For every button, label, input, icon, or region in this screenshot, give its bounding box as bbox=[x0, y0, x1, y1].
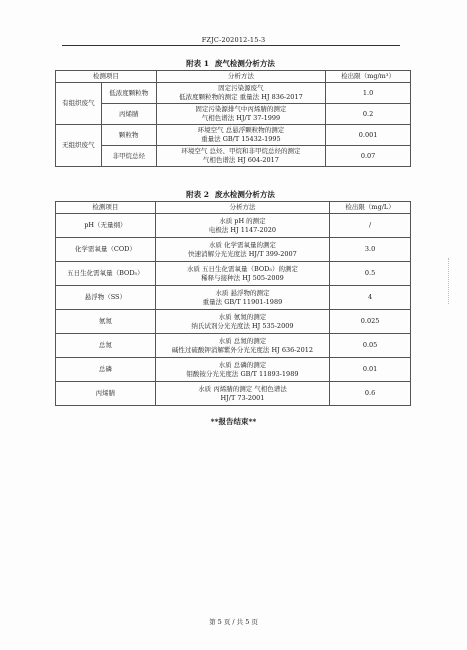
item-cell: 低浓度颗粒物 bbox=[101, 83, 156, 104]
method-cell: 环境空气 总悬浮颗粒物的测定 重量法 GB/T 15432-1995 bbox=[156, 125, 325, 146]
table-row bbox=[56, 83, 411, 104]
table-row bbox=[56, 238, 411, 262]
limit-cell: 0.07 bbox=[326, 146, 411, 167]
table-row bbox=[56, 146, 411, 167]
table2-caption bbox=[0, 189, 467, 200]
item-cell: 非甲烷总烃 bbox=[101, 146, 156, 167]
column-header-limit: 检出限（mg/m³） bbox=[326, 71, 411, 83]
limit-cell: 3.0 bbox=[330, 238, 411, 262]
limit-cell: 0.001 bbox=[326, 125, 411, 146]
method-cell: 水质 总磷的测定 钼酸铵分光光度法 GB/T 11893-1989 bbox=[155, 358, 329, 382]
method-cell: 水质 五日生化需氧量（BOD₅）的测定 稀释与接种法 HJ 505-2009 bbox=[155, 262, 329, 286]
margin-seal-mark bbox=[448, 258, 451, 304]
table2-title: 废水检测分析方法 bbox=[214, 190, 275, 199]
limit-cell: 0.5 bbox=[330, 262, 411, 286]
method-cell: 水质 化学需氧量的测定 快速消解分光光度法 HJ/T 399-2007 bbox=[155, 238, 329, 262]
column-header-method: 分析方法 bbox=[156, 71, 325, 83]
table1-title: 废气检测分析方法 bbox=[214, 59, 275, 68]
method-cell: 固定污染源排气中丙烯腈的测定 气相色谱法 HJ/T 37-1999 bbox=[156, 104, 325, 125]
column-header-item: 检测项目 bbox=[56, 71, 157, 83]
method-cell: 水质 氨氮的测定 纳氏试剂分光光度法 HJ 535-2009 bbox=[155, 310, 329, 334]
table-header-row bbox=[56, 71, 411, 83]
header-divider bbox=[62, 45, 400, 46]
method-cell: 水质 pH 的测定 电极法 HJ 1147-2020 bbox=[155, 214, 329, 238]
item-cell: 氨氮 bbox=[56, 310, 156, 334]
wastewater-methods-table bbox=[55, 201, 411, 406]
limit-cell: 0.01 bbox=[330, 358, 411, 382]
limit-cell: 4 bbox=[330, 286, 411, 310]
item-cell: 颗粒物 bbox=[101, 125, 156, 146]
report-code: FZJC-202012-15-3 bbox=[201, 36, 266, 44]
table-row bbox=[56, 104, 411, 125]
table1-number: 附表 1 bbox=[186, 59, 209, 68]
limit-cell: / bbox=[330, 214, 411, 238]
item-cell: 五日生化需氧量（BOD₅） bbox=[56, 262, 156, 286]
table-row bbox=[56, 358, 411, 382]
exhaust-gas-methods-table bbox=[55, 70, 411, 167]
item-cell: 丙烯腈 bbox=[101, 104, 156, 125]
item-cell: 悬浮物（SS） bbox=[56, 286, 156, 310]
category-cell: 有组织废气 bbox=[56, 83, 102, 125]
column-header-item: 检测项目 bbox=[56, 202, 156, 214]
table1-caption bbox=[0, 58, 467, 69]
table-row bbox=[56, 286, 411, 310]
table-row bbox=[56, 262, 411, 286]
item-cell: pH（无量纲） bbox=[56, 214, 156, 238]
table-row bbox=[56, 310, 411, 334]
method-cell: 水质 总氮的测定 碱性过硫酸钾消解紫外分光光度法 HJ 636-2012 bbox=[155, 334, 329, 358]
category-cell: 无组织废气 bbox=[56, 125, 102, 167]
column-header-method: 分析方法 bbox=[155, 202, 329, 214]
page-number: 第 5 页 / 共 5 页 bbox=[209, 618, 258, 626]
limit-cell: 0.025 bbox=[330, 310, 411, 334]
table-row bbox=[56, 214, 411, 238]
limit-cell: 1.0 bbox=[326, 83, 411, 104]
table-header-row bbox=[56, 202, 411, 214]
table-row bbox=[56, 382, 411, 406]
column-header-limit: 检出限（mg/L） bbox=[330, 202, 411, 214]
method-cell: 固定污染源废气 低浓度颗粒物的测定 重量法 HJ 836-2017 bbox=[156, 83, 325, 104]
report-end-mark: **报告结束** bbox=[210, 417, 257, 426]
item-cell: 总磷 bbox=[56, 358, 156, 382]
method-cell: 环境空气 总烃、甲烷和非甲烷总烃的测定 气相色谱法 HJ 604-2017 bbox=[156, 146, 325, 167]
item-cell: 总氮 bbox=[56, 334, 156, 358]
table2-number: 附表 2 bbox=[186, 190, 209, 199]
limit-cell: 0.6 bbox=[330, 382, 411, 406]
method-cell: 水质 悬浮物的测定 重量法 GB/T 11901-1989 bbox=[155, 286, 329, 310]
table-row bbox=[56, 334, 411, 358]
method-cell: 水质 丙烯腈的测定 气相色谱法 HJ/T 73-2001 bbox=[155, 382, 329, 406]
item-cell: 丙烯腈 bbox=[56, 382, 156, 406]
limit-cell: 0.05 bbox=[330, 334, 411, 358]
table-row bbox=[56, 125, 411, 146]
item-cell: 化学需氧量（COD） bbox=[56, 238, 156, 262]
limit-cell: 0.2 bbox=[326, 104, 411, 125]
